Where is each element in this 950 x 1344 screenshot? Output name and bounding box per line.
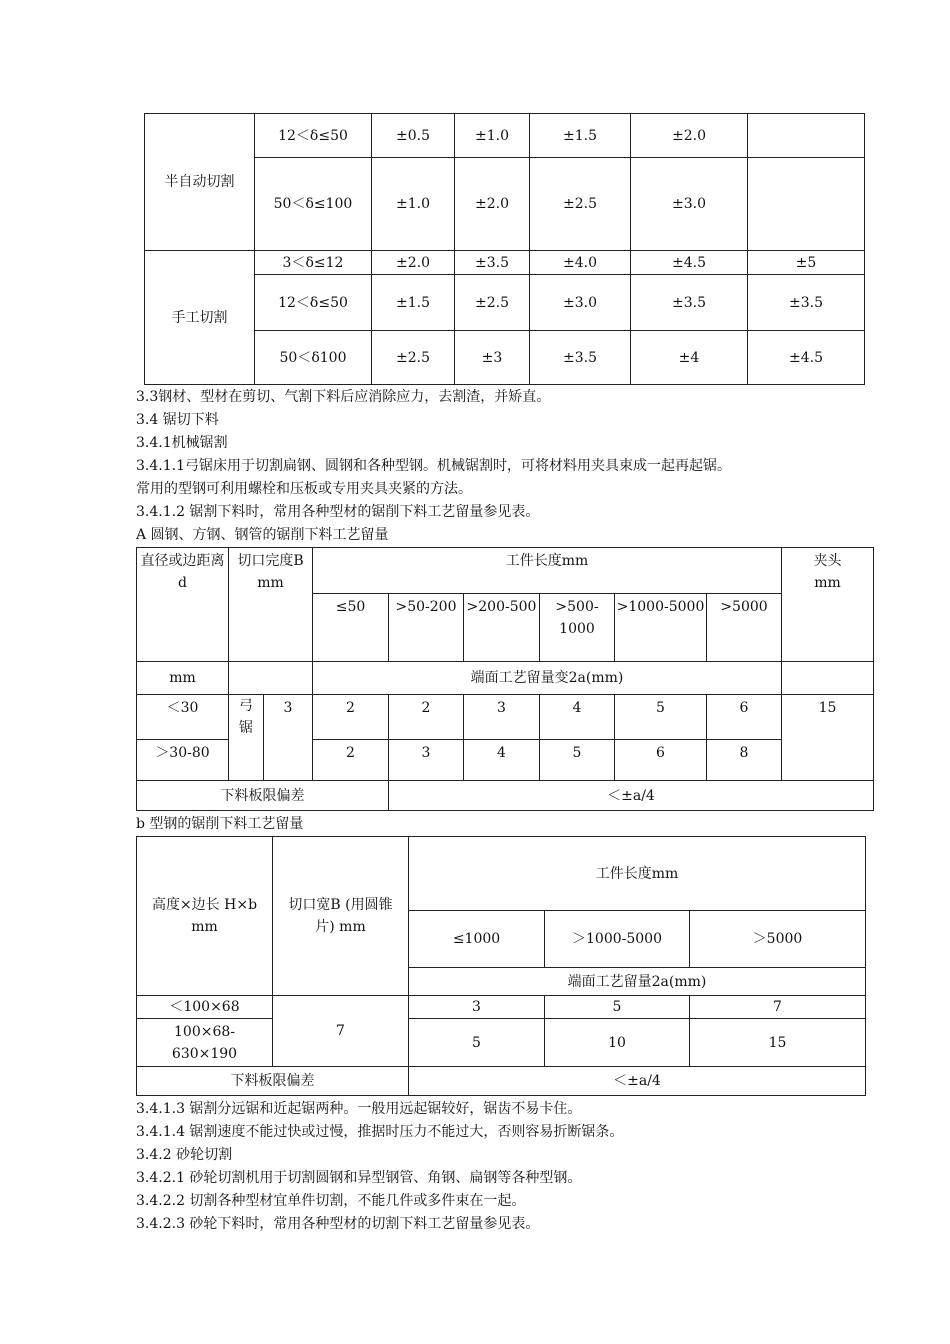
value-cell: ±0.5	[372, 114, 455, 158]
method-cell: 半自动切割	[145, 114, 255, 251]
size-cell: 100×68-630×190	[137, 1019, 273, 1067]
value-cell: ±3.5	[530, 331, 631, 385]
value-cell: 3	[464, 695, 540, 740]
paragraph: 3.4.2.1 砂轮切割机用于切割圆钢和异型钢管、角钢、扁钢等各种型钢。	[136, 1170, 582, 1186]
value-cell: 8	[707, 740, 782, 781]
table-row	[137, 662, 874, 695]
value-cell: 5	[409, 1019, 545, 1067]
value-cell: ±1.5	[530, 114, 631, 158]
table-row	[137, 548, 874, 594]
value-cell: ±2.0	[455, 158, 530, 251]
value-cell: 4	[540, 695, 615, 740]
saw-allowance-table-a	[136, 547, 874, 811]
paragraph: 3.4.2.2 切割各种型材宜单件切割，不能几件或多件束在一起。	[136, 1193, 526, 1209]
value-cell: 3	[409, 996, 545, 1019]
value-cell: 5	[540, 740, 615, 781]
header-kerf: 切口完度B mm	[229, 548, 313, 662]
value-cell: ±3.5	[455, 251, 530, 275]
length-col-header: >5000	[707, 594, 782, 662]
value-cell: 5	[545, 996, 690, 1019]
table-caption: b 型钢的锯削下料工艺留量	[136, 816, 304, 832]
cutting-tolerance-table	[144, 113, 865, 385]
value-cell: ±1.0	[372, 158, 455, 251]
value-cell: ±4	[631, 331, 748, 385]
paragraph: 3.4.1.3 锯割分远锯和近起锯两种。一般用远起锯较好，锯齿不易卡住。	[136, 1101, 582, 1117]
section-heading: 3.4.1机械锯割	[136, 435, 228, 451]
allowance-label: 端面工艺留量变2a(mm)	[313, 662, 782, 695]
range-cell: 50＜δ100	[255, 331, 372, 385]
table-row	[137, 695, 874, 740]
allowance-label: 端面工艺留量2a(mm)	[409, 968, 866, 996]
table-row	[137, 837, 866, 911]
value-cell: ±2.5	[455, 275, 530, 331]
length-col-header: >500-1000	[540, 594, 615, 662]
value-cell: ±2.5	[530, 158, 631, 251]
table-row	[145, 251, 865, 275]
diameter-cell: ＜30	[137, 695, 229, 740]
table-row	[137, 1019, 866, 1067]
diameter-cell: ＞30-80	[137, 740, 229, 781]
kerf-value-cell: 7	[273, 996, 409, 1067]
tolerance-label: 下料板限偏差	[137, 1067, 409, 1096]
value-cell: ±2.5	[372, 331, 455, 385]
value-cell: 6	[615, 740, 707, 781]
range-cell: 3＜δ≤12	[255, 251, 372, 275]
value-cell: ±3.0	[530, 275, 631, 331]
header-size: 高度×边长 H×b mm	[137, 837, 273, 996]
value-cell: ±3.5	[631, 275, 748, 331]
length-col-header: ≤50	[313, 594, 389, 662]
value-cell: ±3.0	[631, 158, 748, 251]
unit-cell: mm	[137, 662, 229, 695]
paragraph: 3.3钢材、型材在剪切、气割下料后应消除应力，去割渣，并矫直。	[136, 389, 551, 405]
value-cell: ±1.0	[455, 114, 530, 158]
table-row	[137, 996, 866, 1019]
value-cell: ±2.0	[372, 251, 455, 275]
range-cell: 50＜δ≤100	[255, 158, 372, 251]
paragraph: 常用的型钢可利用螺栓和压板或专用夹具夹紧的方法。	[136, 481, 472, 497]
table-row	[145, 114, 865, 158]
length-col-header: >200-500	[464, 594, 540, 662]
length-col-header: ＞5000	[690, 911, 866, 968]
value-cell: 6	[707, 695, 782, 740]
paragraph: 3.4.1.2 锯割下料时，常用各种型材的锯削下料工艺留量参见表。	[136, 504, 540, 520]
method-cell: 手工切割	[145, 251, 255, 385]
header-length: 工件长度mm	[409, 837, 866, 911]
value-cell: ±1.5	[372, 275, 455, 331]
value-cell	[748, 114, 865, 158]
header-kerf: 切口宽B (用圆锥片) mm	[273, 837, 409, 996]
value-cell: 7	[690, 996, 866, 1019]
header-clamp: 夹头 mm	[782, 548, 874, 662]
value-cell: ±3	[455, 331, 530, 385]
table-row	[137, 1067, 866, 1096]
table-caption: A 圆钢、方钢、钢管的锯削下料工艺留量	[136, 527, 389, 543]
value-cell: 5	[615, 695, 707, 740]
value-cell: 3	[389, 740, 464, 781]
paragraph: 3.4.1.4 锯割速度不能过快或过慢，推据时压力不能过大，否则容易折断锯条。	[136, 1124, 624, 1140]
section-heading: 3.4 锯切下料	[136, 412, 219, 428]
section-heading: 3.4.2 砂轮切割	[136, 1147, 233, 1163]
empty-cell	[229, 662, 313, 695]
empty-cell	[782, 662, 874, 695]
tolerance-label: 下料板限偏差	[137, 781, 389, 811]
header-length: 工件长度mm	[313, 548, 782, 594]
value-cell: 15	[690, 1019, 866, 1067]
value-cell: 2	[389, 695, 464, 740]
value-cell: 2	[313, 740, 389, 781]
paragraph: 3.4.1.1弓锯床用于切割扁钢、圆钢和各种型钢。机械锯割时，可将材料用夹具束成一起再起锯。	[136, 458, 731, 474]
saw-allowance-table-b	[136, 836, 866, 1096]
saw-type-cell: 弓锯	[229, 695, 264, 781]
tolerance-value: ＜±a/4	[409, 1067, 866, 1096]
length-col-header: ＞1000-5000	[545, 911, 690, 968]
value-cell: ±4.5	[631, 251, 748, 275]
range-cell: 12＜δ≤50	[255, 114, 372, 158]
value-cell: ±5	[748, 251, 865, 275]
length-col-header: >1000-5000	[615, 594, 707, 662]
kerf-value-cell: 3	[264, 695, 313, 781]
size-cell: ＜100×68	[137, 996, 273, 1019]
value-cell: ±2.0	[631, 114, 748, 158]
length-col-header: ≤1000	[409, 911, 545, 968]
value-cell: 10	[545, 1019, 690, 1067]
clamp-value-cell: 15	[782, 695, 874, 781]
header-diameter: 直径或边距离d	[137, 548, 229, 662]
tolerance-value: ＜±a/4	[389, 781, 874, 811]
value-cell: ±4.5	[748, 331, 865, 385]
value-cell: 2	[313, 695, 389, 740]
value-cell: ±3.5	[748, 275, 865, 331]
value-cell	[748, 158, 865, 251]
value-cell: 4	[464, 740, 540, 781]
value-cell: ±4.0	[530, 251, 631, 275]
paragraph: 3.4.2.3 砂轮下料时，常用各种型材的切割下料工艺留量参见表。	[136, 1216, 540, 1232]
table-row	[137, 781, 874, 811]
length-col-header: >50-200	[389, 594, 464, 662]
range-cell: 12＜δ≤50	[255, 275, 372, 331]
